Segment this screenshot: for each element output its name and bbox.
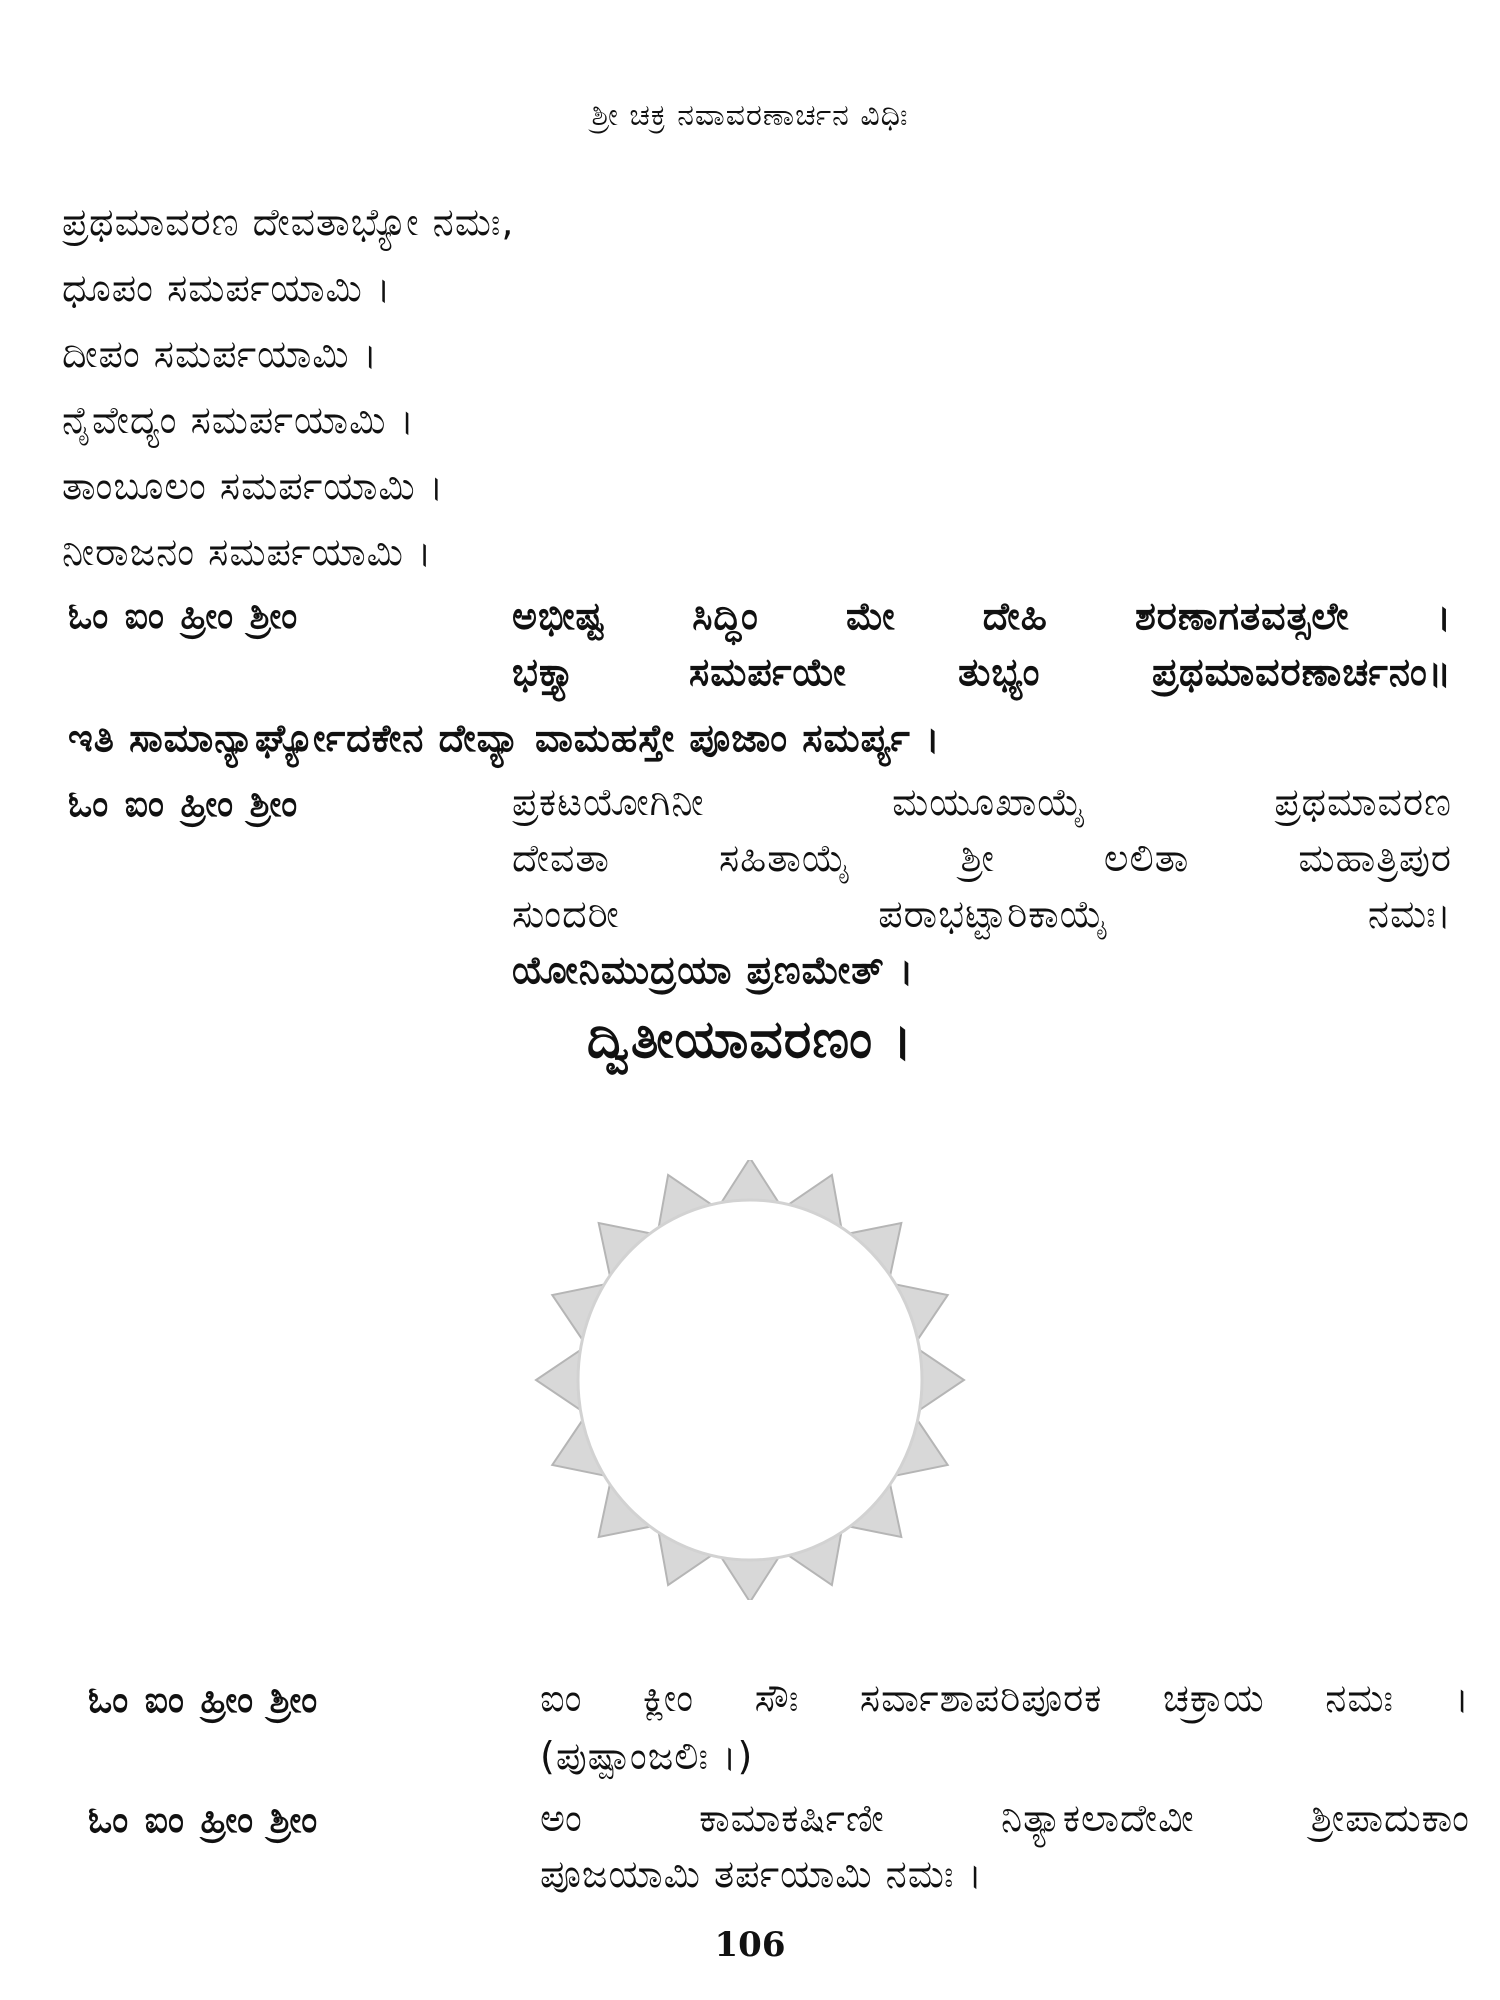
- mantra-prefix: ಓಂ ಐಂ ಹ್ರೀಂ ಶ್ರೀಂ: [68, 596, 300, 637]
- offering-line-3: ದೀಪಂ ಸಮರ್ಪಯಾಮಿ ।: [62, 332, 379, 376]
- running-head: ಶ್ರೀ ಚಕ್ರ ನವಾವರಣಾರ್ಚನ ವಿಧಿಃ: [591, 98, 909, 133]
- block3-line1: ಐಂ ಕ್ಲೀಂ ಸೌಃ ಸರ್ವಾಶಾಪರಿಪೂರಕ ಚಕ್ರಾಯ ನಮಃ ।: [540, 1676, 1470, 1720]
- lotus-petal: [721, 1557, 778, 1600]
- block1-line1: ಅಭೀಷ್ಟ ಸಿದ್ಧಿಂ ಮೇ ದೇಹಿ ಶರಣಾಗತವತ್ಸಲೇ ।: [512, 594, 1452, 638]
- page-number: 106: [714, 1925, 786, 1965]
- lotus-petal: [920, 1350, 964, 1410]
- block2-line4: ಯೋನಿಮುದ್ರಯಾ ಪ್ರಣಮೇತ್ ।: [512, 948, 915, 992]
- mantra-prefix: ಓಂ ಐಂ ಹ್ರೀಂ ಶ್ರೀಂ: [88, 1680, 320, 1721]
- offering-line-2: ಧೂಪಂ ಸಮರ್ಪಯಾಮಿ ।: [62, 266, 392, 310]
- offering-line-5: ತಾಂಬೂಲಂ ಸಮರ್ಪಯಾಮಿ ।: [62, 464, 445, 508]
- mantra-prefix: ಓಂ ಐಂ ಹ್ರೀಂ ಶ್ರೀಂ: [88, 1800, 320, 1841]
- block1-line2: ಭಕ್ತ್ಯಾ ಸಮರ್ಪಯೇ ತುಭ್ಯಂ ಪ್ರಥಮಾವರಣಾರ್ಚನಂ॥: [512, 650, 1452, 694]
- mantra-prefix: ಓಂ ಐಂ ಹ್ರೀಂ ಶ್ರೀಂ: [68, 784, 300, 825]
- offering-line-4: ನೈವೇದ್ಯಂ ಸಮರ್ಪಯಾಮಿ ।: [62, 398, 415, 442]
- offering-line-1: ಪ್ರಥಮಾವರಣ ದೇವತಾಭ್ಯೋ ನಮಃ,: [62, 200, 515, 244]
- lotus-petal: [536, 1350, 580, 1410]
- section-heading: ದ್ವಿತೀಯಾವರಣಂ ।: [586, 1010, 914, 1070]
- block2-line2: ದೇವತಾ ಸಹಿತಾಯೈ ಶ್ರೀ ಲಲಿತಾ ಮಹಾತ್ರಿಪುರ: [512, 836, 1452, 880]
- block3-line2: (ಪುಷ್ಪಾಂಜಲಿಃ ।): [540, 1734, 754, 1778]
- sixteen-petal-lotus-icon: [490, 1160, 1010, 1600]
- block2-line3: ಸುಂದರೀ ಪರಾಭಟ್ಟಾರಿಕಾಯೈ ನಮಃ।: [512, 892, 1452, 936]
- lotus-petal: [721, 1160, 778, 1203]
- block2-line1: ಪ್ರಕಟಯೋಗಿನೀ ಮಯೂಖಾಯೈ ಪ್ರಥಮಾವರಣ: [512, 780, 1452, 824]
- offering-line-6: ನೀರಾಜನಂ ಸಮರ್ಪಯಾಮಿ ।: [62, 530, 433, 574]
- iti-line: ಇತಿ ಸಾಮಾನ್ಯಾರ್ಘ್ಯೋದಕೇನ ದೇವ್ಯಾ ವಾಮಹಸ್ತೇ ಪೂಜಾಂ ಸಮರ್ಪ್ಯ ।: [68, 716, 941, 760]
- block4-line1: ಅಂ ಕಾಮಾಕರ್ಷಿಣೀ ನಿತ್ಯಾಕಲಾದೇವೀ ಶ್ರೀಪಾದುಕಾಂ: [540, 1796, 1470, 1840]
- block4-line2: ಪೂಜಯಾಮಿ ತರ್ಪಯಾಮಿ ನಮಃ ।: [540, 1852, 983, 1896]
- lotus-center-circle: [578, 1200, 922, 1560]
